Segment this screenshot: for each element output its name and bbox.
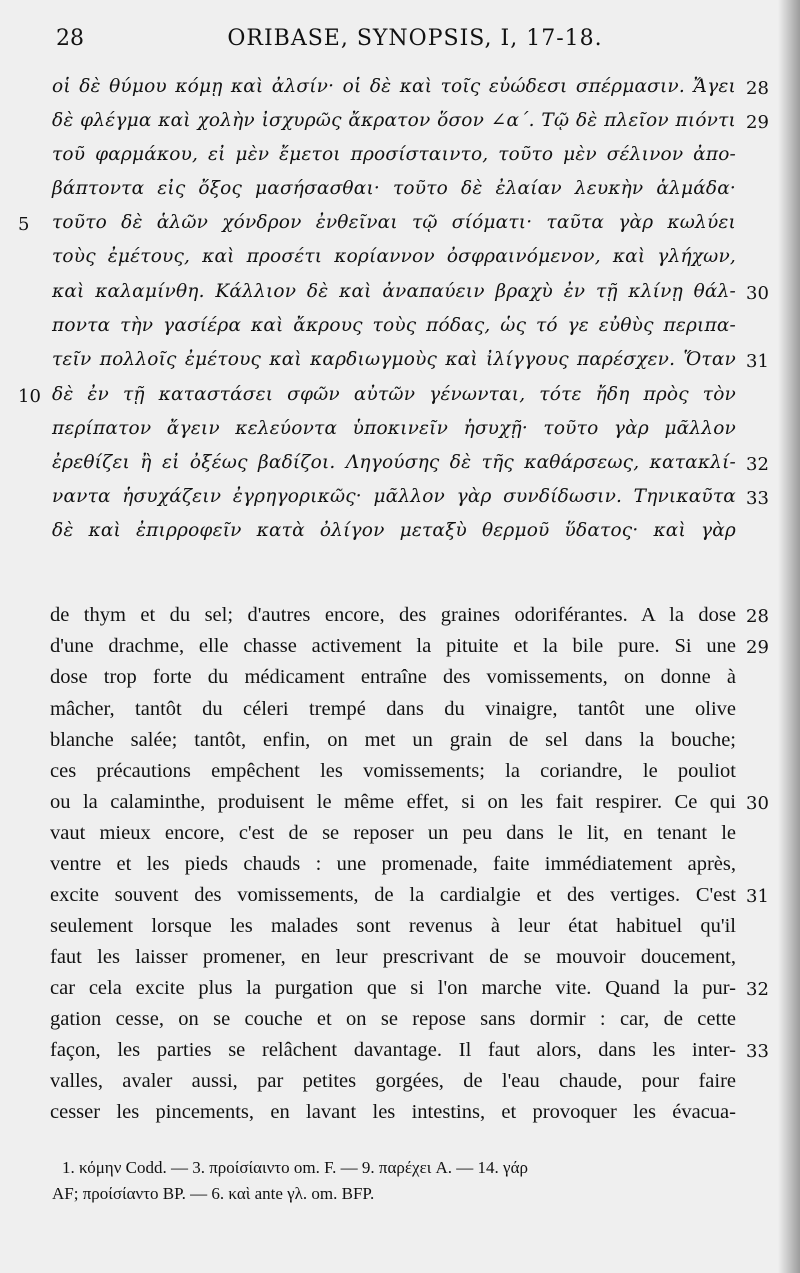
french-line: ces précautions empêchent les vomissements; la coriandre, le pouliot [50,760,736,782]
greek-line: καὶ καλαμίνθη. Κάλλιον δὲ καὶ ἀναπαύειν βραχὺ ἐν τῇ κλίνῃ θάλ- [52,281,736,302]
french-line: dose trop forte du médicament entraîne des vomissements, on donne à [50,666,736,688]
line-number-left: 5 [18,214,30,235]
greek-line: δὲ φλέγμα καὶ χολὴν ἰσχυρῶς ἄκρατον ὅσον ∠α΄. Τῷ δὲ πλεῖον πιόντι [52,110,736,131]
french-line: ou la calaminthe, produisent le même effet, si on les fait respirer. Ce qui [50,791,736,813]
french-line: façon, les parties se relâchent davantage. Il faut alors, dans les inter- [50,1039,736,1061]
french-line: mâcher, tantôt du céleri trempé dans du vinaigre, tantôt une olive [50,698,736,720]
greek-line: ἐρεθίζει ἢ εἰ ὀξέως βαδίζοι. Ληγούσης δὲ τῆς καθάρσεως, κατακλί- [52,452,736,473]
line-number-right: 31 [746,351,769,372]
greek-line: τεῖν πολλοῖς ἐμέτους καὶ καρδιωγμοὺς καὶ ἰλίγγους παρέσχεν. Ὅταν [52,349,736,370]
french-line: gation cesse, on se couche et on se repose sans dormir : car, de cette [50,1008,736,1030]
line-number-right: 28 [746,606,769,627]
greek-line: τοῦτο δὲ ἁλῶν χόνδρον ἐνθεῖναι τῷ σίόματι· ταῦτα γὰρ κωλύει [52,212,736,233]
greek-line: τοῦ φαρμάκου, εἰ μὲν ἔμετοι προσίσταιντο, τοῦτο μὲν σέλινον ἀπο- [52,144,736,165]
french-line: faut les laisser promener, en leur prescrivant de se mouvoir doucement, [50,946,736,968]
greek-line: δὲ ἐν τῇ καταστάσει σφῶν αὐτῶν γένωνται, τότε ἤδη πρὸς τὸν [52,384,736,405]
line-number-left: 10 [18,386,41,407]
greek-line: ναντα ἡσυχάζειν ἐγρηγορικῶς· μᾶλλον γὰρ συνδίδωσιν. Τηνικαῦτα [52,486,736,507]
french-line: ventre et les pieds chauds : une promenade, faite immédiatement après, [50,853,736,875]
line-number-right: 33 [746,488,769,509]
line-number-right: 32 [746,979,769,1000]
line-number-right: 32 [746,454,769,475]
line-number-right: 30 [746,793,769,814]
greek-line: βάπτοντα εἰς ὄξος μασήσασθαι· τοῦτο δὲ ἐλαίαν λευκὴν ἁλμάδα· [52,178,736,199]
page-edge-shadow [778,0,800,1273]
french-line: blanche salée; tantôt, enfin, on met un grain de sel dans la bouche; [50,729,736,751]
line-number-right: 30 [746,283,769,304]
footnote-line: 1. κόμην Codd. — 3. προίσίαιντο om. F. — 9. παρέχει A. — 14. γάρ [62,1158,528,1177]
line-number-right: 29 [746,637,769,658]
french-line: valles, avaler aussi, par petites gorgées, de l'eau chaude, pour faire [50,1070,736,1092]
greek-line: ποντα τὴν γασίέρα καὶ ἄκρους τοὺς πόδας, ὡς τό γε εὐθὺς περιπα- [52,315,736,336]
french-line: de thym et du sel; d'autres encore, des graines odoriférantes. A la dose [50,604,736,626]
line-number-right: 28 [746,78,769,99]
french-line: d'une drachme, elle chasse activement la pituite et la bile pure. Si une [50,635,736,657]
greek-line: οἱ δὲ θύμου κόμῃ καὶ ἀλσίν· οἱ δὲ καὶ τοῖς εὐώδεσι σπέρμασιν. Ἄγει [52,76,736,97]
greek-line: τοὺς ἐμέτους, καὶ προσέτι κορίαννον ὀσφραινόμενον, καὶ γλήχων, [52,246,736,267]
line-number-right: 29 [746,112,769,133]
french-line: seulement lorsque les malades sont revenus à leur état habituel qu'il [50,915,736,937]
line-number-right: 31 [746,886,769,907]
page-number: 28 [56,26,84,51]
line-number-right: 33 [746,1041,769,1062]
french-line: cesser les pincements, en lavant les intestins, et provoquer les évacua- [50,1101,736,1123]
footnote-line: AF; προίσίαντο BP. — 6. καὶ ante γλ. om. BFP. [52,1184,375,1203]
french-line: vaut mieux encore, c'est de se reposer un peu dans le lit, en tenant le [50,822,736,844]
running-title: ORIBASE, SYNOPSIS, I, 17-18. [227,26,603,51]
page-header [50,26,740,56]
french-line: car cela excite plus la purgation que si l'on marche vite. Quand la pur- [50,977,736,999]
greek-line: περίπατον ἄγειν κελεύοντα ὑποκινεῖν ἡσυχῇ· τοῦτο γὰρ μᾶλλον [52,418,736,439]
greek-line: δὲ καὶ ἐπιρροφεῖν κατὰ ὀλίγον μεταξὺ θερμοῦ ὕδατος· καὶ γὰρ [52,520,736,541]
french-line: excite souvent des vomissements, de la cardialgie et des vertiges. C'est [50,884,736,906]
